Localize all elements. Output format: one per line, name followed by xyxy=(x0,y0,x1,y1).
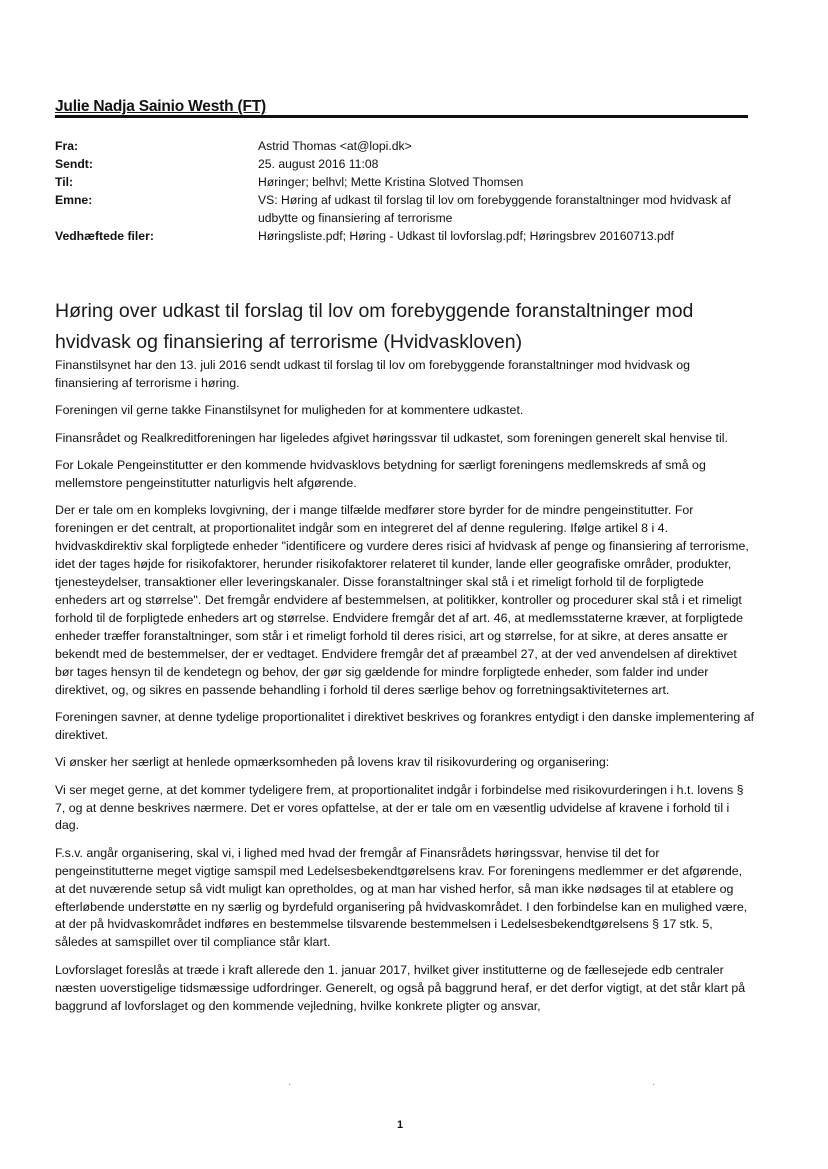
meta-value-to: Høringer; belhvl; Mette Kristina Slotved Thomsen xyxy=(258,175,524,189)
scan-speck: · xyxy=(288,1079,292,1090)
meta-label: Fra: xyxy=(55,139,79,153)
sender-name: Julie Nadja Sainio Westh (FT) xyxy=(55,98,266,115)
meta-row-attachments xyxy=(55,227,748,245)
meta-label: Sendt: xyxy=(55,157,93,171)
meta-value-from: Astrid Thomas <at@lopi.dk> xyxy=(258,139,412,153)
meta-label: Til: xyxy=(55,175,74,189)
meta-row-to xyxy=(55,173,748,191)
document-body xyxy=(55,357,755,1025)
header-divider xyxy=(55,115,748,118)
meta-value-attachments: Høringsliste.pdf; Høring - Udkast til lovforslag.pdf; Høringsbrev 20160713.pdf xyxy=(258,229,674,243)
body-paragraph: Finansrådet og Realkreditforeningen har ligeledes afgivet høringssvar til udkastet, som foreningen generelt skal henvise til. xyxy=(55,430,728,445)
meta-label: Vedhæftede filer: xyxy=(55,229,154,243)
body-paragraph: Foreningen vil gerne takke Finanstilsynet for muligheden for at kommentere udkastet. xyxy=(55,403,524,418)
document-title: Høring over udkast til forslag til lov om forebyggende foranstaltninger mod hvidvask og finansiering af terrorisme (Hvidvaskloven) xyxy=(55,300,694,354)
body-paragraph: F.s.v. angår organisering, skal vi, i lighed med hvad der fremgår af Finansrådets høringssvar, henvise til det for pengeinstitutterne meget vigtige samspil med Ledelsesbekendtgørelsens krav. For foreningens medlemmer er det afgørende, at det nuværende setup så vidt muligt kan opretholdes, og at man har vished herfor, så man ikke nødsages til at etablere og efterløbende understøtte en ny særlig og byrdefuld organisering på hvidvaskområdet. I den forbindelse kan en mulighed være, at der på hvidvaskområdet indføres en bestemmelse tilsvarende bestemmelsen i Ledelsesbekendtgørelsens § 17 stk. 5, således at samspillet over til compliance står klart. xyxy=(55,845,748,950)
meta-row-from xyxy=(55,137,748,155)
body-paragraph: Lovforslaget foreslås at træde i kraft allerede den 1. januar 2017, hvilket giver institutterne og de fællesejede edb centraler næsten uoverstigelige tidsmæssige udfordringer. Generelt, og også på baggrund heraf, er det derfor vigtigt, at det står klart på baggrund af lovforslaget og den kommende vejledning, hvilke konkrete pligter og ansvar, xyxy=(55,962,746,1013)
body-paragraph: For Lokale Pengeinstitutter er den kommende hvidvasklovs betydning for særligt foreningens medlemskreds af små og mellemstore pengeinstitutter naturligvis helt afgørende. xyxy=(55,458,706,491)
page-number: 1 xyxy=(397,1119,404,1131)
body-paragraph: Der er tale om en kompleks lovgivning, der i mange tilfælde medfører store byrder for de mindre pengeinstitutter. For foreningen er det centralt, at proportionalitet indgår som en integreret del af denne regulering. Ifølge artikel 8 i 4. hvidvaskdirektiv skal forpligtede enheder "identificere og vurdere deres risici af hvidvask af penge og finansiering af terrorisme, idet der tages højde for risikofaktorer, herunder risikofaktorer relateret til kunder, lande eller geografiske områder, produkter, tjenesteydelser, transaktioner eller leveringskanaler. Disse foranstaltninger skal stå i et rimeligt forhold til de forpligtede enheders art og størrelse". Det fremgår endvidere af bestemmelsen, at politikker, kontroller og procedurer skal stå i et rimeligt forhold til de forpligtede enheders art og størrelse. Endvidere fremgår det af art. 46, at medlemsstaterne kræver, at forpligtede enheder træffer foranstaltninger, som står i et rimeligt forhold til deres risici, art og størrelse, for at sikre, at deres ansatte er bekendt med de bestemmelser, der er vedtaget. Endvidere fremgår det af præambel 27, at der ved anvendelsen af direktivet bør tages hensyn til de kendetegn og behov, der gør sig gældende for mindre forpligtede enheder, som falder ind under direktivet, og, og sikres en passende behandling i forhold til deres særlige behov og forretningsaktiviteternes art. xyxy=(55,503,749,697)
meta-row-sent xyxy=(55,155,748,173)
body-paragraph: Foreningen savner, at denne tydelige proportionalitet i direktivet beskrives og forankres entydigt i den danske implementering af direktivet. xyxy=(55,709,755,742)
email-metadata xyxy=(55,137,748,245)
meta-value-subject: VS: Høring af udkast til forslag til lov om forebyggende foranstaltninger mod hvidvask af udbytte og finansiering af terrorisme xyxy=(258,193,731,225)
scan-speck: · xyxy=(652,1079,656,1090)
body-paragraph: Vi ønsker her særligt at henlede opmærksomheden på lovens krav til risikovurdering og organisering: xyxy=(55,755,610,770)
meta-label: Emne: xyxy=(55,193,93,207)
meta-value-sent: 25. august 2016 11:08 xyxy=(258,157,379,171)
body-paragraph: Vi ser meget gerne, at det kommer tydeligere frem, at proportionalitet indgår i forbindelse med risikovurderingen i h.t. lovens § 7, og at denne beskrives nærmere. Det er vores opfattelse, at der er tale om en væsentlig udvidelse af kravene i forhold til i dag. xyxy=(55,782,744,833)
meta-row-subject xyxy=(55,191,748,227)
body-paragraph: Finanstilsynet har den 13. juli 2016 sendt udkast til forslag til lov om forebyggende foranstaltninger mod hvidvask og finansiering af terrorisme i høring. xyxy=(55,358,691,390)
